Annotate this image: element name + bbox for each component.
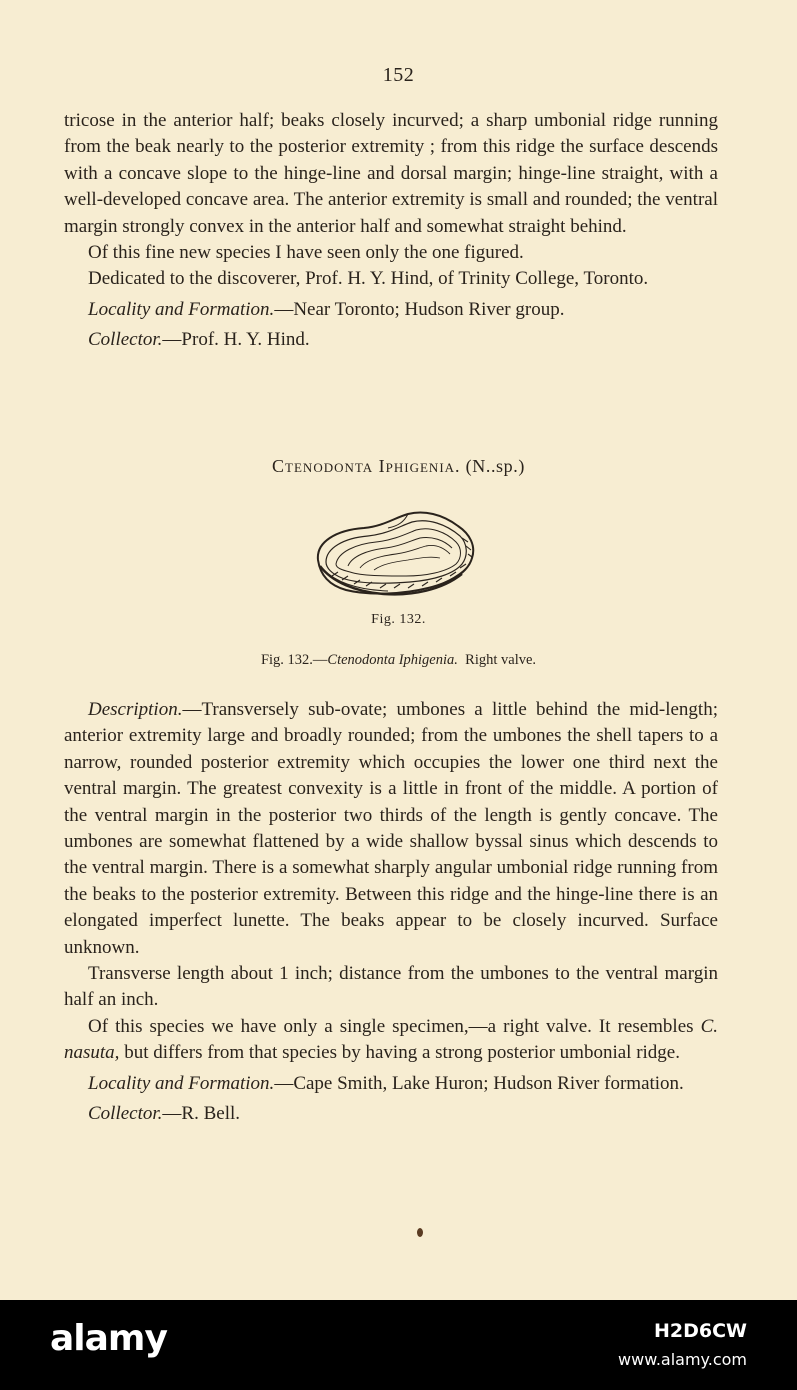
locality-value-2: —Cape Smith, Lake Huron; Hudson River formation. xyxy=(274,1072,684,1094)
species-name: Ctenodonta Iphigenia. xyxy=(272,456,461,476)
caption-prefix: Fig. 132.— xyxy=(260,652,328,668)
locality-line-1 xyxy=(64,297,718,323)
shell-illustration xyxy=(312,508,478,600)
resemblance-text-a: Of this species we have only a single specimen,—a right valve. It resembles xyxy=(88,1015,701,1037)
paragraph-description-continued: tricose in the anterior half; beaks closely incurved; a sharp umbonial ridge running from the beak nearly to the posterior extremity ; from this ridge the surface descends with a concave slope to the hinge-line and dorsal margin; hinge-line straight, with a well-developed concave area. The anterior extremity is small and rounded; the ventral margin strongly convex in the anterior half and somewhat straight behind. xyxy=(64,110,718,237)
collector-line-1 xyxy=(64,327,718,353)
figure-caption xyxy=(0,652,797,669)
locality-label-2: Locality and Formation. xyxy=(88,1072,275,1094)
paragraph-new-species: Of this fine new species I have seen only the one figured. xyxy=(88,242,524,264)
collector-value-2: —R. Bell. xyxy=(162,1103,241,1125)
description-text: —Transversely sub-ovate; umbones a little behind the mid-length; anterior extremity large and broadly rounded; from the umbones the shell tapers to a narrow, rounded posterior extremity which occupies the lower one third next the ventral margin. The greatest convexity is a little in front of the middle. A portion of the ventral margin in the posterior two thirds of the length is gently concave. The umbones are somewhat flattened by a wide shallow byssal sinus which descends to the ventral margin. There is a somewhat sharply angular umbonial ridge running from the beaks to the posterior extremity. Between this ridge and the hinge-line there is an elongated imperfect lunette. The beaks appear to be closely incurved. Surface unknown. xyxy=(64,699,718,958)
stock-footer-banner xyxy=(0,1300,797,1390)
species-suffix: (N..sp.) xyxy=(465,456,525,476)
locality-line-2 xyxy=(64,1071,718,1097)
description-label: Description. xyxy=(88,699,183,720)
ink-dot xyxy=(417,1228,423,1237)
resemblance-paragraph xyxy=(64,1014,718,1067)
locality-label: Locality and Formation. xyxy=(88,298,275,320)
page-number: 152 xyxy=(382,64,415,86)
resemblance-species: C. nasuta, xyxy=(64,1015,718,1064)
caption-species: Ctenodonta Iphigenia. xyxy=(327,652,458,668)
dimensions-paragraph: Transverse length about 1 inch; distance from the umbones to the ventral margin half an inch. xyxy=(64,963,718,1011)
species-heading xyxy=(0,456,797,477)
collector-label: Collector. xyxy=(88,329,163,351)
resemblance-text-b: but differs from that species by having a strong posterior umbonial ridge. xyxy=(119,1042,680,1064)
collector-line-2 xyxy=(64,1101,718,1127)
locality-value: —Near Toronto; Hudson River group. xyxy=(274,298,565,320)
site-url: www.alamy.com xyxy=(618,1350,747,1369)
top-text-block xyxy=(64,108,718,354)
figure-label: Fig. 132. xyxy=(371,612,426,627)
description-paragraph xyxy=(64,697,718,961)
bottom-text-block xyxy=(64,697,718,1128)
collector-label-2: Collector. xyxy=(88,1103,163,1125)
caption-valve: Right valve. xyxy=(465,652,537,668)
image-id: H2D6CW xyxy=(653,1320,747,1342)
paragraph-dedication: Dedicated to the discoverer, Prof. H. Y. Hind, of Trinity College, Toronto. xyxy=(88,268,649,290)
collector-value: —Prof. H. Y. Hind. xyxy=(162,329,310,351)
alamy-logo: alamy xyxy=(50,1318,167,1359)
